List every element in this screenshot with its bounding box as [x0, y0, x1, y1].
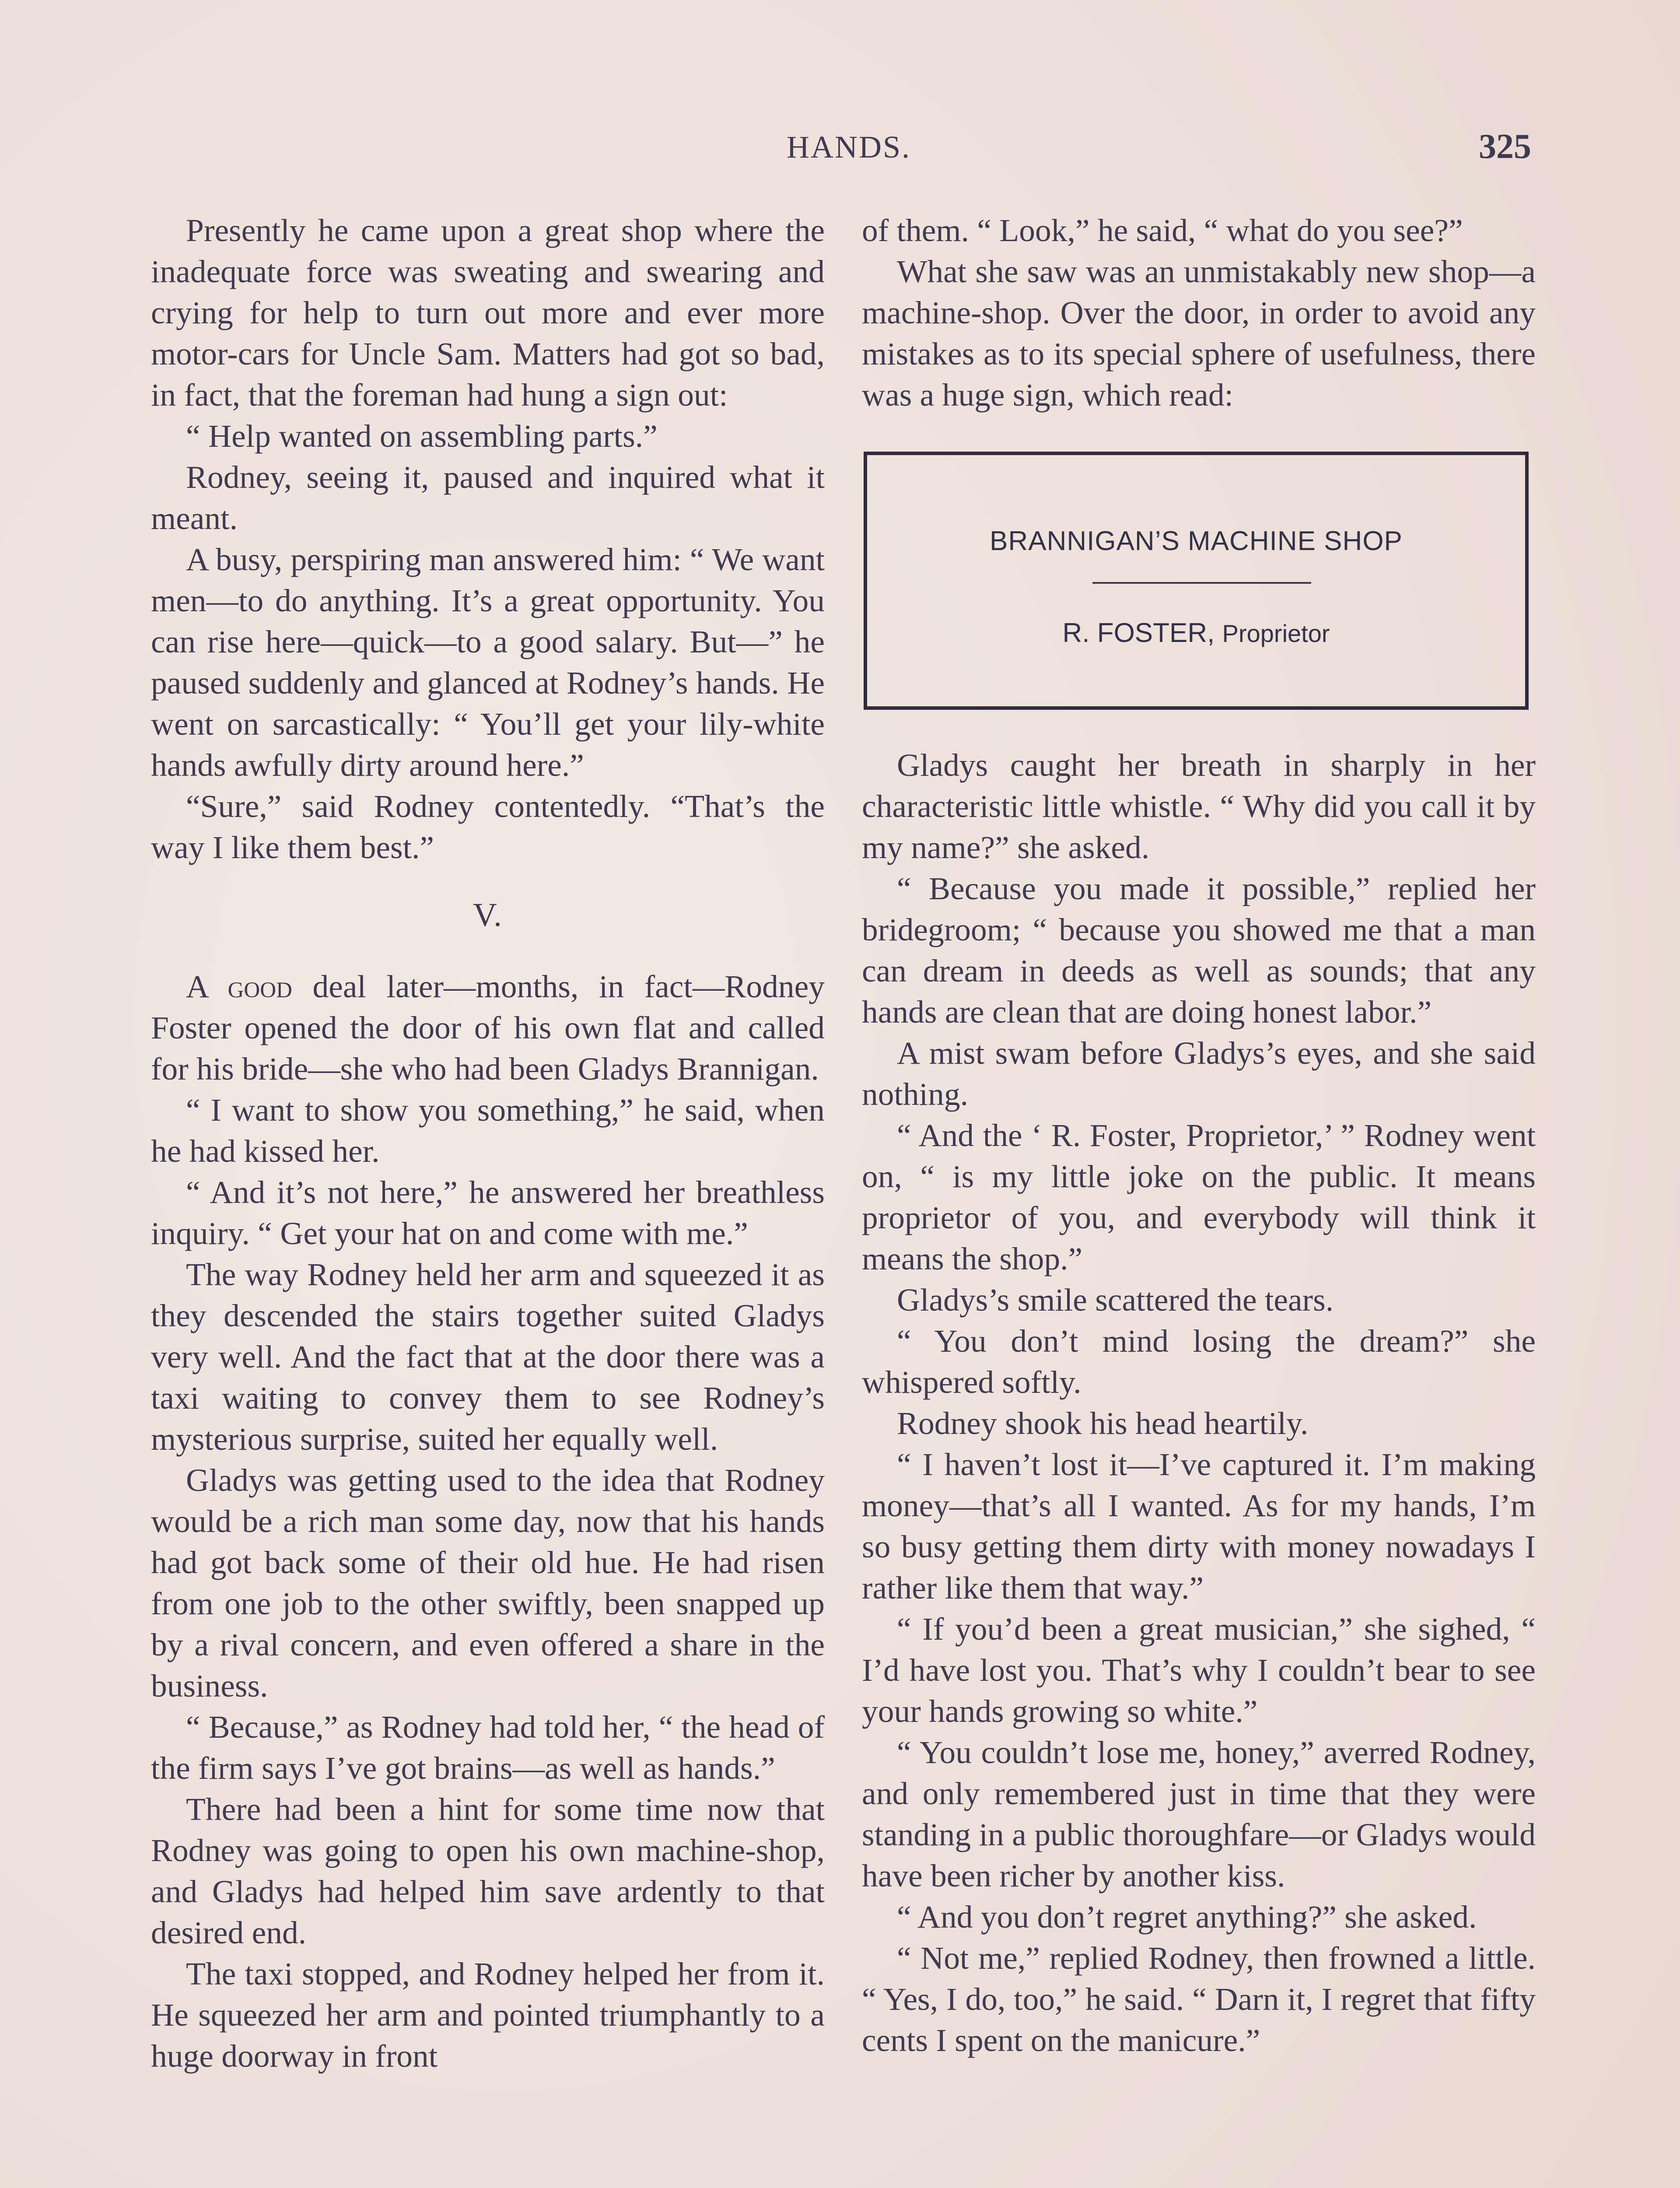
section-heading: V. — [472, 897, 503, 933]
lead-smallcaps: A good — [186, 969, 292, 1004]
sign-divider — [1092, 582, 1311, 584]
paragraph: What she saw was an unmistakably new shop—a machine-shop. Over the door, in order to avoid any mistakes as to its special sphere of usefulness, there was a huge sign, which read: — [862, 254, 1536, 413]
page-number: 325 — [1479, 127, 1531, 166]
shop-sign-box — [864, 452, 1529, 710]
right-column — [862, 210, 1536, 2061]
paragraph: The taxi stopped, and Rodney helped her from it. He squeezed her arm and pointed triumphantly to a huge doorway in front — [151, 1956, 825, 2074]
paragraph: Rodney, seeing it, paused and inquired what it meant. — [151, 459, 825, 536]
paragraph: “ I want to show you something,” he said, when he had kissed her. — [151, 1092, 825, 1169]
paragraph: “ If you’d been a great musician,” she sighed, “ I’d have lost you. That’s why I couldn’t bear to see your hands growing so white.” — [862, 1611, 1536, 1729]
paragraph: The way Rodney held her arm and squeezed it as they descended the stairs together suited Gladys very well. And the fact that at the door there was a taxi waiting to convey them to see Rodney’s mysterious surprise, suited her equally well. — [151, 1257, 825, 1457]
paragraph: Gladys was getting used to the idea that Rodney would be a rich man some day, now that his hands had got back some of their old hue. He had risen from one job to the other swiftly, been snapped up by a rival concern, and even offered a share in the business. — [151, 1462, 825, 1704]
paragraph: Gladys caught her breath in sharply in her characteristic little whistle. “ Why did you call it by my name?” she asked. — [862, 747, 1536, 865]
paragraph: “ You don’t mind losing the dream?” she whispered softly. — [862, 1323, 1536, 1400]
paragraph: Rodney shook his head heartily. — [897, 1406, 1309, 1441]
left-column — [151, 210, 825, 2077]
paragraph: There had been a hint for some time now that Rodney was going to open his own machine-shop, and Gladys had helped him save ardently to that desired end. — [151, 1792, 825, 1950]
lead-text: deal later—months, in fact—Rodney Foster opened the door of his own flat and called for his bride—she who had been Gladys Brannigan. — [151, 969, 825, 1087]
paragraph: “ I haven’t lost it—I’ve captured it. I’m making money—that’s all I wanted. As for my hands, I’m so busy getting them dirty with money nowadays I rather like them that way.” — [862, 1447, 1536, 1606]
paragraph: A mist swam before Gladys’s eyes, and she said nothing. — [862, 1035, 1536, 1112]
paragraph: “ Help wanted on assembling parts.” — [186, 418, 658, 454]
sign-title: BRANNIGAN’S MACHINE SHOP — [990, 526, 1403, 556]
paragraph: A busy, perspiring man answered him: “ We want men—to do anything. It’s a great opportunity. You can rise here—quick—to a good salary. But—” he paused suddenly and glanced at Rodney’s hands. He went on sarcastically: “ You’ll get your lily-white hands awfully dirty around here.” — [151, 542, 825, 783]
continued-paragraph: of them. “ Look,” he said, “ what do you see?” — [862, 213, 1463, 248]
paragraph: “ Because you made it possible,” replied her bridegroom; “ because you showed me that a man can dream in deeds as well as sounds; that any hands are clean that are doing honest labor.” — [862, 871, 1536, 1030]
section-lead-paragraph — [151, 966, 825, 1090]
paragraph: “ You couldn’t lose me, honey,” averred Rodney, and only remembered just in time that they were standing in a public thoroughfare—or Gladys would have been richer by another kiss. — [862, 1735, 1536, 1893]
paragraph: Presently he came upon a great shop where the inadequate force was sweating and swearing and crying for help to turn out more and ever more motor-cars for Uncle Sam. Matters had got so bad, in fact, that the foreman had hung a sign out: — [151, 213, 825, 413]
paragraph: “ And it’s not here,” he answered her breathless inquiry. “ Get your hat on and come with me.” — [151, 1175, 825, 1251]
sign-role: Proprietor — [1222, 620, 1330, 647]
paragraph: “ Not me,” replied Rodney, then frowned a little. “ Yes, I do, too,” he said. “ Darn it, I regret that fifty cents I spent on the manicure.” — [862, 1940, 1536, 2058]
paragraph: “ And the ‘ R. Foster, Proprietor,’ ” Rodney went on, “ is my little joke on the public. It means proprietor of you, and everybody will think it means the shop.” — [862, 1118, 1536, 1276]
paragraph: “Sure,” said Rodney contentedly. “That’s the way I like them best.” — [151, 789, 825, 865]
sign-proprietor-line — [867, 613, 1525, 654]
sign-name: R. FOSTER, — [1062, 618, 1215, 648]
paragraph: “ And you don’t regret anything?” she asked. — [897, 1899, 1477, 1935]
paragraph: “ Because,” as Rodney had told her, “ the head of the firm says I’ve got brains—as well as hands.” — [151, 1709, 825, 1786]
running-header-title: HANDS. — [786, 130, 911, 165]
paragraph: Gladys’s smile scattered the tears. — [897, 1282, 1334, 1318]
